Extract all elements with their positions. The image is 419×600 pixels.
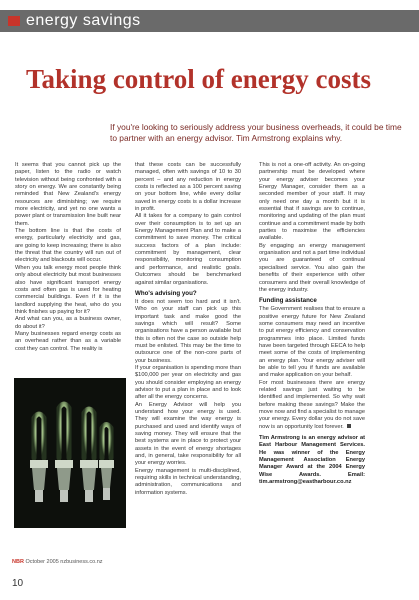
paragraph: The bottom line is that the costs of energy, particularly electricity and gas, are going to keep increasing; there is also the threat that the country will run out of electricity and blackouts will occur. [15,228,121,264]
subheading: Funding assistance [259,297,317,305]
paragraph: The Government realises that to ensure a positive energy future for New Zealand some consumers may need an incentive to put energy efficiency and conservation programmes into place. Limited funds have been targeted through EECA to help meet some of the costs of implementing an energy plan. Your energy adviser will be able to tell you if funds are available and make application on your behalf. [259,306,365,379]
bulbs-illustration [14,378,126,528]
article-title: Taking control of energy costs [26,64,372,94]
subheading: Who's advising you? [135,289,197,297]
paragraph: Many businesses regard energy costs as an overhead rather than as a variable cost they can control. The reality is [15,330,121,352]
paragraph: It seems that you cannot pick up the paper, listen to the radio or watch television without being confronted with a story on energy. We are constantly being reminded that New Zealand's energy resources are diminishing; we require more electricity, and yet no one wants a power plant or transmission line built near them. [15,162,121,227]
paragraph: If your organisation is spending more than $100,000 per year on electricity and gas you should consider employing an energy advisor to put a plan in place and to look after all the energy concerns. [135,364,241,401]
author-bio: Tim Armstrong is an energy advisor at East Harbour Management Services. He was winner of the Energy Management Association Energy Manager Award at the 2004 Energy Wise Awards. Email: tim.armstrong@eastharbour.co.nz [259,435,365,486]
footer-text: October 2005 nzbusiness.co.nz [25,559,103,565]
column-1 [15,162,121,353]
section-marker [8,16,20,26]
paragraph: This is not a one-off activity. An on-going partnership must be developed where your energy adviser becomes your Energy Manager, consider them as a seconded member of your staff. It may only need one day a month but it is essential that if savings are to continue, monitoring and updating of the plan must continue and a commitment made by both parties to maximise the efficiencies available. [259,162,365,242]
paragraph-text: For most businesses there are energy related savings just waiting to be identified and implemented. So why wait before making these savings? Make the move now and find a specialist to manage your energy. Every dollar you do not save now is an opportunity lost forever. [259,379,365,430]
page-number: 10 [12,578,24,589]
column-3 [259,162,365,486]
paragraph: When you talk energy most people think only about electricity but most businesses also have significant transport energy costs and often gas is used for heating commercial buildings. Even if it is the landlord supplying the heat, who do you think finishes up paying for it? [15,264,121,315]
paragraph: All it takes for a company to gain control over their consumption is to set up an Energy Management Plan and to make a commitment to save money. The critical success factors of a plan include: commitment by management, clear responsibility, monitoring consumption and performance, and realistic goals. Outcomes should be benchmarked against similar organisations. [135,213,241,286]
energy-saving-bulbs-photo [14,378,126,528]
column-2 [135,162,241,497]
paragraph: An Energy Advisor will help you understand how your energy is used. They will examine the way energy is purchased and used and identify ways of saving money. They will ensure that the best systems are in place to protect your assets in the event of energy shortages and, in general, take responsibility for all your energy worries. [135,401,241,467]
end-mark-icon [347,424,351,428]
paragraph: Energy management is multi-disciplined, requiring skills in technical understanding, administration, communications and information systems. [135,467,241,496]
section-label: energy savings [26,12,141,29]
paragraph: By engaging an energy management organisation and not a part time individual you are guaranteed of continual specialised service. You also gain the benefits of their experience with other consumers and their overall knowledge of the energy industry. [259,242,365,293]
paragraph: that these costs can be successfully managed, often with savings of 10 to 30 percent – and any reduction in energy costs is reflected as a 100 percent saving on your bottom line, while every dollar saved in energy costs is a dollar increase in profit. [135,162,241,213]
page-footer [12,559,103,565]
paragraph [259,380,365,431]
footer-brand: NBR [12,559,24,565]
paragraph: And what can you, as a business owner, do about it? [15,316,121,330]
article-standfirst: If you're looking to seriously address your business overheads, it could be time to partner with an energy advisor. Tim Armstrong explains why. [110,122,402,143]
paragraph: It does not seem too hard and it isn't. Who on your staff can pick up this important task and make good the savings which will result? Some organisations have a person available but this is often not the case so outside help must be enlisted. This may be the time to outsource one of the non-core parts of your business. [135,298,241,364]
section-header-bar [0,10,419,32]
